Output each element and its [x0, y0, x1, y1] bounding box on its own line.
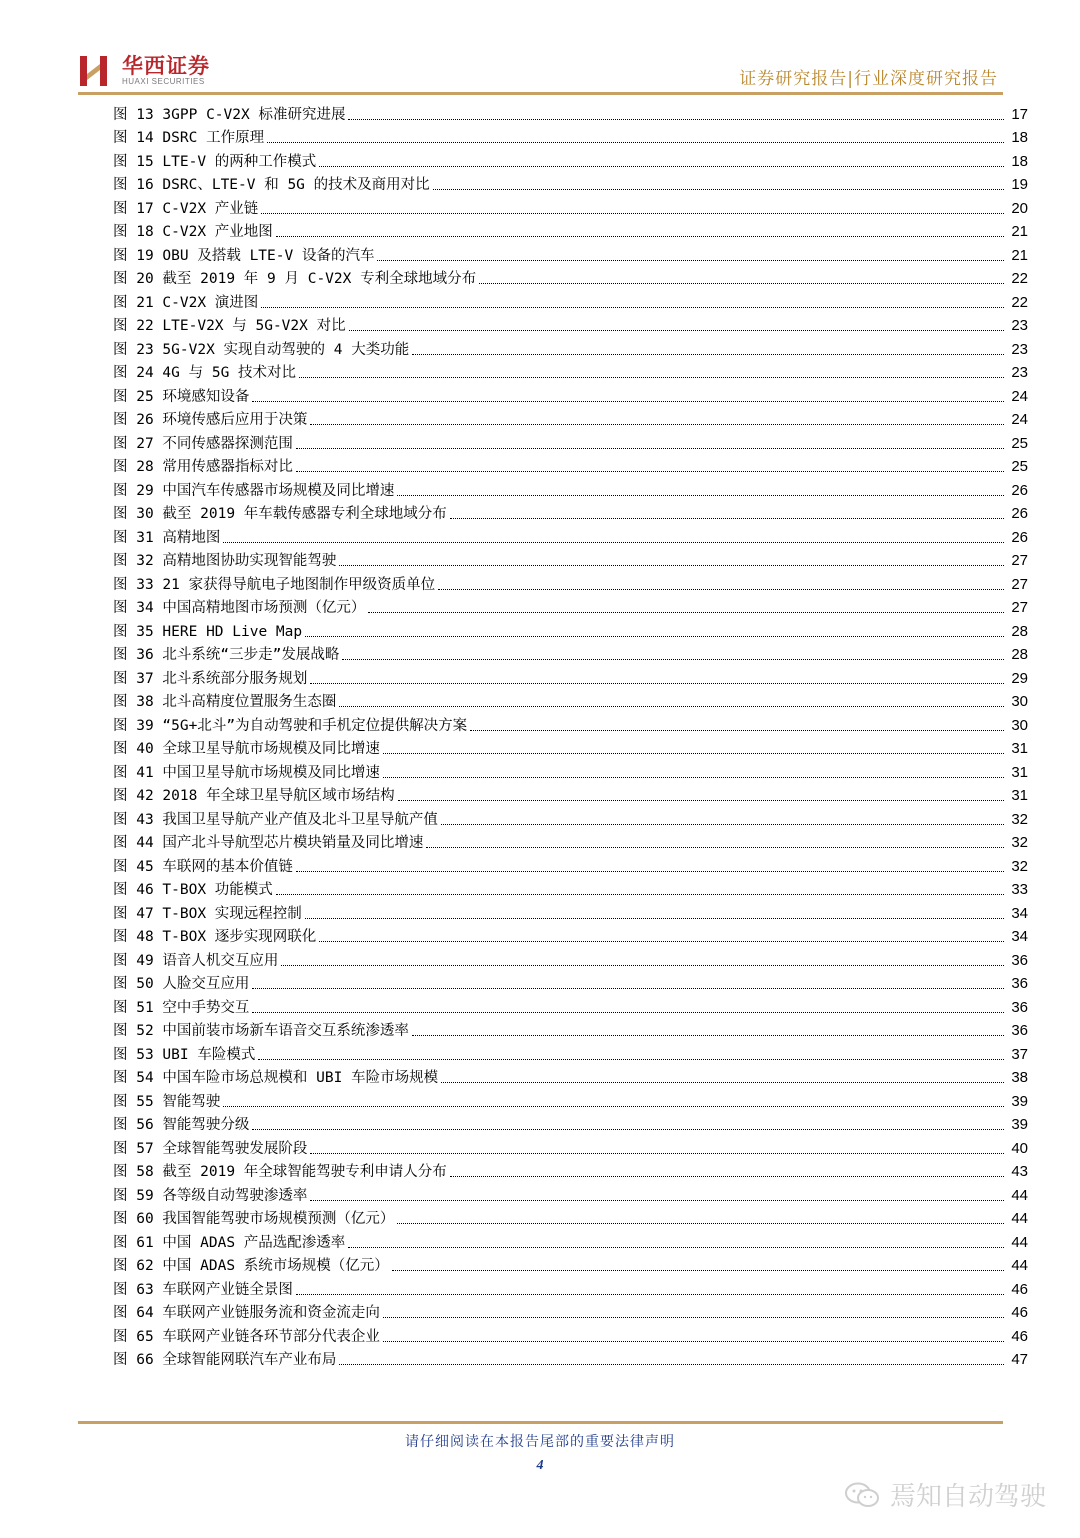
toc-leader-dots — [433, 188, 1004, 190]
toc-entry-page: 22 — [1011, 270, 1028, 287]
toc-entry[interactable] — [113, 1111, 1028, 1135]
toc-leader-dots — [426, 846, 1004, 848]
toc-entry[interactable] — [113, 1252, 1028, 1276]
toc-entry[interactable] — [113, 758, 1028, 782]
toc-entry[interactable] — [113, 1158, 1028, 1182]
toc-leader-dots — [441, 823, 1004, 825]
toc-entry-page: 27 — [1011, 575, 1028, 593]
toc-entry-title: 图 32 高精地图协助实现智能驾驶 — [113, 552, 339, 570]
toc-leader-dots — [252, 1128, 1004, 1130]
toc-entry-page: 31 — [1011, 763, 1028, 781]
toc-entry[interactable] — [113, 429, 1028, 453]
toc-entry-title: 图 31 高精地图 — [113, 529, 223, 547]
toc-entry-title: 图 30 截至 2019 年车载传感器专利全球地域分布 — [113, 505, 450, 523]
toc-entry[interactable] — [113, 852, 1028, 876]
toc-entry-title: 图 36 北斗系统“三步走”发展战略 — [113, 646, 342, 664]
toc-entry-page: 28 — [1011, 622, 1028, 640]
toc-entry-page: 17 — [1011, 105, 1028, 123]
toc-entry[interactable] — [113, 1205, 1028, 1229]
toc-entry[interactable] — [113, 805, 1028, 829]
toc-entry-page: 37 — [1011, 1045, 1028, 1063]
toc-entry-title: 图 56 智能驾驶分级 — [113, 1116, 252, 1134]
toc-entry-title: 图 19 OBU 及搭载 LTE-V 设备的汽车 — [113, 247, 377, 265]
toc-entry[interactable] — [113, 970, 1028, 994]
toc-entry-page: 20 — [1011, 199, 1028, 217]
toc-entry-title: 图 17 C-V2X 产业链 — [113, 200, 261, 218]
toc-leader-dots — [412, 353, 1004, 355]
toc-entry-title: 图 51 空中手势交互 — [113, 999, 252, 1017]
toc-entry-title: 图 59 各等级自动驾驶渗透率 — [113, 1187, 310, 1205]
toc-entry[interactable] — [113, 993, 1028, 1017]
toc-entry-page: 43 — [1011, 1163, 1028, 1180]
toc-entry-page: 19 — [1011, 176, 1028, 193]
toc-entry-page: 36 — [1011, 975, 1028, 992]
toc-leader-dots — [252, 1011, 1004, 1013]
toc-entry-page: 44 — [1011, 1257, 1028, 1274]
toc-entry-page: 27 — [1011, 599, 1028, 616]
toc-leader-dots — [398, 799, 1004, 801]
toc-entry[interactable] — [113, 312, 1028, 336]
toc-entry[interactable] — [113, 688, 1028, 712]
toc-entry[interactable] — [113, 359, 1028, 383]
toc-entry[interactable] — [113, 1064, 1028, 1088]
toc-entry[interactable] — [113, 1087, 1028, 1111]
toc-entry-page: 21 — [1011, 223, 1028, 240]
toc-entry[interactable] — [113, 617, 1028, 641]
toc-entry[interactable] — [113, 500, 1028, 524]
toc-entry-title: 图 54 中国车险市场总规模和 UBI 车险市场规模 — [113, 1069, 441, 1087]
toc-entry-title: 图 53 UBI 车险模式 — [113, 1046, 258, 1064]
wechat-icon — [844, 1481, 880, 1509]
toc-entry-title: 图 24 4G 与 5G 技术对比 — [113, 364, 299, 382]
toc-entry-page: 39 — [1011, 1092, 1028, 1110]
logo-english-name: HUAXI SECURITIES — [122, 77, 205, 86]
toc-entry-page: 32 — [1011, 834, 1028, 851]
toc-leader-dots — [441, 1081, 1004, 1083]
figure-index-list — [113, 100, 1028, 1369]
toc-entry[interactable] — [113, 147, 1028, 171]
toc-entry-page: 26 — [1011, 481, 1028, 499]
toc-entry-title: 图 49 语音人机交互应用 — [113, 952, 281, 970]
toc-entry-page: 18 — [1011, 129, 1028, 146]
toc-entry[interactable] — [113, 1017, 1028, 1041]
toc-leader-dots — [342, 658, 1004, 660]
toc-leader-dots — [368, 611, 1004, 613]
toc-entry-title: 图 16 DSRC、LTE-V 和 5G 的技术及商用对比 — [113, 176, 433, 194]
toc-entry[interactable] — [113, 899, 1028, 923]
toc-leader-dots — [252, 400, 1004, 402]
toc-entry[interactable] — [113, 241, 1028, 265]
toc-entry[interactable] — [113, 382, 1028, 406]
toc-entry-title: 图 58 截至 2019 年全球智能驾驶专利申请人分布 — [113, 1163, 450, 1181]
toc-entry-title: 图 43 我国卫星导航产业产值及北斗卫星导航产值 — [113, 811, 441, 829]
toc-entry-page: 29 — [1011, 669, 1028, 687]
toc-entry-title: 图 34 中国高精地图市场预测（亿元） — [113, 599, 368, 617]
toc-entry[interactable] — [113, 829, 1028, 853]
toc-leader-dots — [339, 705, 1004, 707]
toc-entry-title: 图 22 LTE-V2X 与 5G-V2X 对比 — [113, 317, 349, 335]
toc-entry-title: 图 46 T-BOX 功能模式 — [113, 881, 276, 899]
toc-entry-title: 图 50 人脸交互应用 — [113, 975, 252, 993]
toc-entry-page: 23 — [1011, 364, 1028, 381]
toc-leader-dots — [310, 1199, 1004, 1201]
toc-entry-title: 图 35 HERE HD Live Map — [113, 623, 305, 641]
toc-leader-dots — [377, 259, 1004, 261]
toc-leader-dots — [261, 212, 1004, 214]
toc-entry[interactable] — [113, 923, 1028, 947]
toc-leader-dots — [339, 1363, 1004, 1365]
toc-entry[interactable] — [113, 641, 1028, 665]
toc-leader-dots — [223, 1105, 1004, 1107]
toc-entry-page: 28 — [1011, 646, 1028, 663]
toc-entry[interactable] — [113, 664, 1028, 688]
toc-entry-page: 24 — [1011, 411, 1028, 428]
toc-leader-dots — [276, 235, 1004, 237]
toc-entry-page: 33 — [1011, 881, 1028, 898]
toc-entry[interactable] — [113, 194, 1028, 218]
toc-leader-dots — [276, 893, 1004, 895]
toc-entry-title: 图 64 车联网产业链服务流和资金流走向 — [113, 1304, 383, 1322]
toc-entry-title: 图 20 截至 2019 年 9 月 C-V2X 专利全球地域分布 — [113, 270, 479, 288]
toc-entry-title: 图 44 国产北斗导航型芯片模块销量及同比增速 — [113, 834, 426, 852]
toc-entry-title: 图 47 T-BOX 实现远程控制 — [113, 905, 305, 923]
wechat-watermark — [844, 1476, 1046, 1513]
toc-leader-dots — [296, 1293, 1004, 1295]
huaxi-logo-icon — [78, 52, 110, 88]
toc-leader-dots — [383, 1340, 1004, 1342]
footer-divider — [78, 1421, 1003, 1424]
toc-leader-dots — [397, 494, 1004, 496]
toc-leader-dots — [383, 752, 1004, 754]
toc-entry-title: 图 48 T-BOX 逐步实现网联化 — [113, 928, 319, 946]
toc-leader-dots — [299, 376, 1004, 378]
toc-entry[interactable] — [113, 476, 1028, 500]
toc-entry-page: 25 — [1011, 458, 1028, 475]
toc-entry-title: 图 39 “5G+北斗”为自动驾驶和手机定位提供解决方案 — [113, 717, 470, 735]
toc-entry-title: 图 26 环境传感后应用于决策 — [113, 411, 310, 429]
toc-entry-title: 图 33 21 家获得导航电子地图制作甲级资质单位 — [113, 576, 438, 594]
toc-entry[interactable] — [113, 1299, 1028, 1323]
toc-entry-page: 44 — [1011, 1210, 1028, 1227]
toc-leader-dots — [339, 564, 1004, 566]
toc-entry-title: 图 14 DSRC 工作原理 — [113, 129, 267, 147]
toc-entry-title: 图 57 全球智能驾驶发展阶段 — [113, 1140, 310, 1158]
toc-entry-title: 图 66 全球智能网联汽车产业布局 — [113, 1351, 339, 1369]
toc-entry[interactable] — [113, 453, 1028, 477]
toc-entry[interactable] — [113, 523, 1028, 547]
toc-leader-dots — [383, 1316, 1004, 1318]
toc-entry-page: 18 — [1011, 152, 1028, 170]
toc-entry-title: 图 29 中国汽车传感器市场规模及同比增速 — [113, 482, 397, 500]
toc-entry-page: 38 — [1011, 1069, 1028, 1086]
toc-leader-dots — [438, 588, 1004, 590]
toc-leader-dots — [305, 917, 1004, 919]
toc-leader-dots — [296, 470, 1004, 472]
toc-entry[interactable] — [113, 265, 1028, 289]
toc-entry[interactable] — [113, 100, 1028, 124]
toc-entry-title: 图 28 常用传感器指标对比 — [113, 458, 296, 476]
toc-entry-page: 30 — [1011, 716, 1028, 734]
toc-entry-title: 图 55 智能驾驶 — [113, 1093, 223, 1111]
toc-entry-page: 32 — [1011, 857, 1028, 875]
toc-entry-page: 47 — [1011, 1351, 1028, 1368]
toc-entry-title: 图 62 中国 ADAS 系统市场规模（亿元） — [113, 1257, 392, 1275]
toc-leader-dots — [348, 1246, 1004, 1248]
toc-entry[interactable] — [113, 570, 1028, 594]
toc-entry-page: 46 — [1011, 1304, 1028, 1321]
toc-entry-page: 46 — [1011, 1327, 1028, 1345]
toc-leader-dots — [261, 306, 1004, 308]
toc-entry-title: 图 38 北斗高精度位置服务生态圈 — [113, 693, 339, 711]
toc-entry-title: 图 27 不同传感器探测范围 — [113, 435, 296, 453]
toc-entry-page: 40 — [1011, 1139, 1028, 1157]
toc-entry-title: 图 41 中国卫星导航市场规模及同比增速 — [113, 764, 383, 782]
toc-leader-dots — [319, 165, 1004, 167]
toc-leader-dots — [296, 870, 1004, 872]
page-number: 4 — [536, 1458, 544, 1473]
toc-entry-page: 27 — [1011, 552, 1028, 569]
toc-entry[interactable] — [113, 1181, 1028, 1205]
toc-entry-page: 23 — [1011, 317, 1028, 334]
toc-entry[interactable] — [113, 782, 1028, 806]
toc-entry[interactable] — [113, 1040, 1028, 1064]
toc-entry[interactable] — [113, 735, 1028, 759]
toc-entry-page: 21 — [1011, 246, 1028, 264]
toc-entry-page: 44 — [1011, 1186, 1028, 1204]
toc-entry[interactable] — [113, 1346, 1028, 1370]
toc-entry-page: 26 — [1011, 505, 1028, 522]
toc-leader-dots — [479, 282, 1004, 284]
toc-leader-dots — [450, 1175, 1004, 1177]
toc-entry[interactable] — [113, 171, 1028, 195]
toc-leader-dots — [310, 423, 1004, 425]
toc-leader-dots — [296, 447, 1004, 449]
toc-entry-page: 44 — [1011, 1233, 1028, 1251]
toc-leader-dots — [310, 682, 1004, 684]
legal-notice: 请仔细阅读在本报告尾部的重要法律声明 — [405, 1434, 675, 1450]
toc-leader-dots — [397, 1222, 1004, 1224]
toc-entry-title: 图 25 环境感知设备 — [113, 388, 252, 406]
toc-entry-page: 36 — [1011, 1022, 1028, 1039]
logo-chinese-name: 华西证券 — [122, 53, 210, 78]
toc-entry-page: 34 — [1011, 904, 1028, 922]
toc-entry-title: 图 23 5G-V2X 实现自动驾驶的 4 大类功能 — [113, 341, 412, 359]
toc-leader-dots — [450, 517, 1004, 519]
toc-leader-dots — [349, 329, 1004, 331]
toc-leader-dots — [470, 729, 1004, 731]
toc-entry-page: 36 — [1011, 998, 1028, 1016]
toc-entry-page: 36 — [1011, 951, 1028, 969]
page-header — [78, 46, 1008, 94]
toc-entry[interactable] — [113, 547, 1028, 571]
toc-entry[interactable] — [113, 1134, 1028, 1158]
toc-entry[interactable] — [113, 288, 1028, 312]
toc-entry-page: 24 — [1011, 387, 1028, 405]
toc-entry-title: 图 42 2018 年全球卫星导航区域市场结构 — [113, 787, 398, 805]
toc-entry[interactable] — [113, 218, 1028, 242]
toc-entry-title: 图 45 车联网的基本价值链 — [113, 858, 296, 876]
toc-entry-page: 22 — [1011, 293, 1028, 311]
toc-entry[interactable] — [113, 406, 1028, 430]
toc-leader-dots — [310, 1152, 1004, 1154]
toc-entry-title: 图 37 北斗系统部分服务规划 — [113, 670, 310, 688]
toc-entry[interactable] — [113, 876, 1028, 900]
toc-leader-dots — [267, 141, 1004, 143]
toc-leader-dots — [305, 635, 1004, 637]
toc-entry[interactable] — [113, 1228, 1028, 1252]
watermark-text: 焉知自动驾驶 — [889, 1482, 1046, 1512]
toc-entry-title: 图 15 LTE-V 的两种工作模式 — [113, 153, 319, 171]
toc-leader-dots — [348, 118, 1004, 120]
toc-entry-title: 图 13 3GPP C-V2X 标准研究进展 — [113, 106, 348, 124]
toc-leader-dots — [392, 1269, 1004, 1271]
toc-entry[interactable] — [113, 946, 1028, 970]
toc-entry-page: 39 — [1011, 1116, 1028, 1133]
toc-entry-title: 图 61 中国 ADAS 产品选配渗透率 — [113, 1234, 348, 1252]
toc-entry[interactable] — [113, 711, 1028, 735]
toc-entry-page: 46 — [1011, 1280, 1028, 1298]
toc-leader-dots — [281, 964, 1004, 966]
toc-leader-dots — [319, 940, 1004, 942]
toc-leader-dots — [252, 987, 1004, 989]
toc-entry-page: 30 — [1011, 693, 1028, 710]
toc-entry-title: 图 18 C-V2X 产业地图 — [113, 223, 276, 241]
toc-entry-title: 图 52 中国前装市场新车语音交互系统渗透率 — [113, 1022, 412, 1040]
toc-entry-title: 图 65 车联网产业链各环节部分代表企业 — [113, 1328, 383, 1346]
toc-leader-dots — [223, 541, 1004, 543]
toc-entry-page: 31 — [1011, 740, 1028, 757]
toc-leader-dots — [258, 1058, 1004, 1060]
toc-entry[interactable] — [113, 124, 1028, 148]
toc-entry-page: 23 — [1011, 340, 1028, 358]
toc-leader-dots — [383, 776, 1004, 778]
report-type-label: 证券研究报告|行业深度研究报告 — [739, 69, 998, 89]
toc-entry[interactable] — [113, 335, 1028, 359]
toc-entry-page: 31 — [1011, 787, 1028, 804]
toc-entry-page: 34 — [1011, 928, 1028, 945]
toc-entry-title: 图 21 C-V2X 演进图 — [113, 294, 261, 312]
toc-entry-page: 25 — [1011, 434, 1028, 452]
toc-entry[interactable] — [113, 1275, 1028, 1299]
toc-entry-page: 32 — [1011, 810, 1028, 828]
toc-entry-title: 图 63 车联网产业链全景图 — [113, 1281, 296, 1299]
toc-entry-title: 图 40 全球卫星导航市场规模及同比增速 — [113, 740, 383, 758]
toc-entry[interactable] — [113, 594, 1028, 618]
toc-entry-page: 26 — [1011, 528, 1028, 546]
header-divider — [78, 92, 1003, 95]
toc-entry-title: 图 60 我国智能驾驶市场规模预测（亿元） — [113, 1210, 397, 1228]
toc-leader-dots — [412, 1034, 1004, 1036]
toc-entry[interactable] — [113, 1322, 1028, 1346]
